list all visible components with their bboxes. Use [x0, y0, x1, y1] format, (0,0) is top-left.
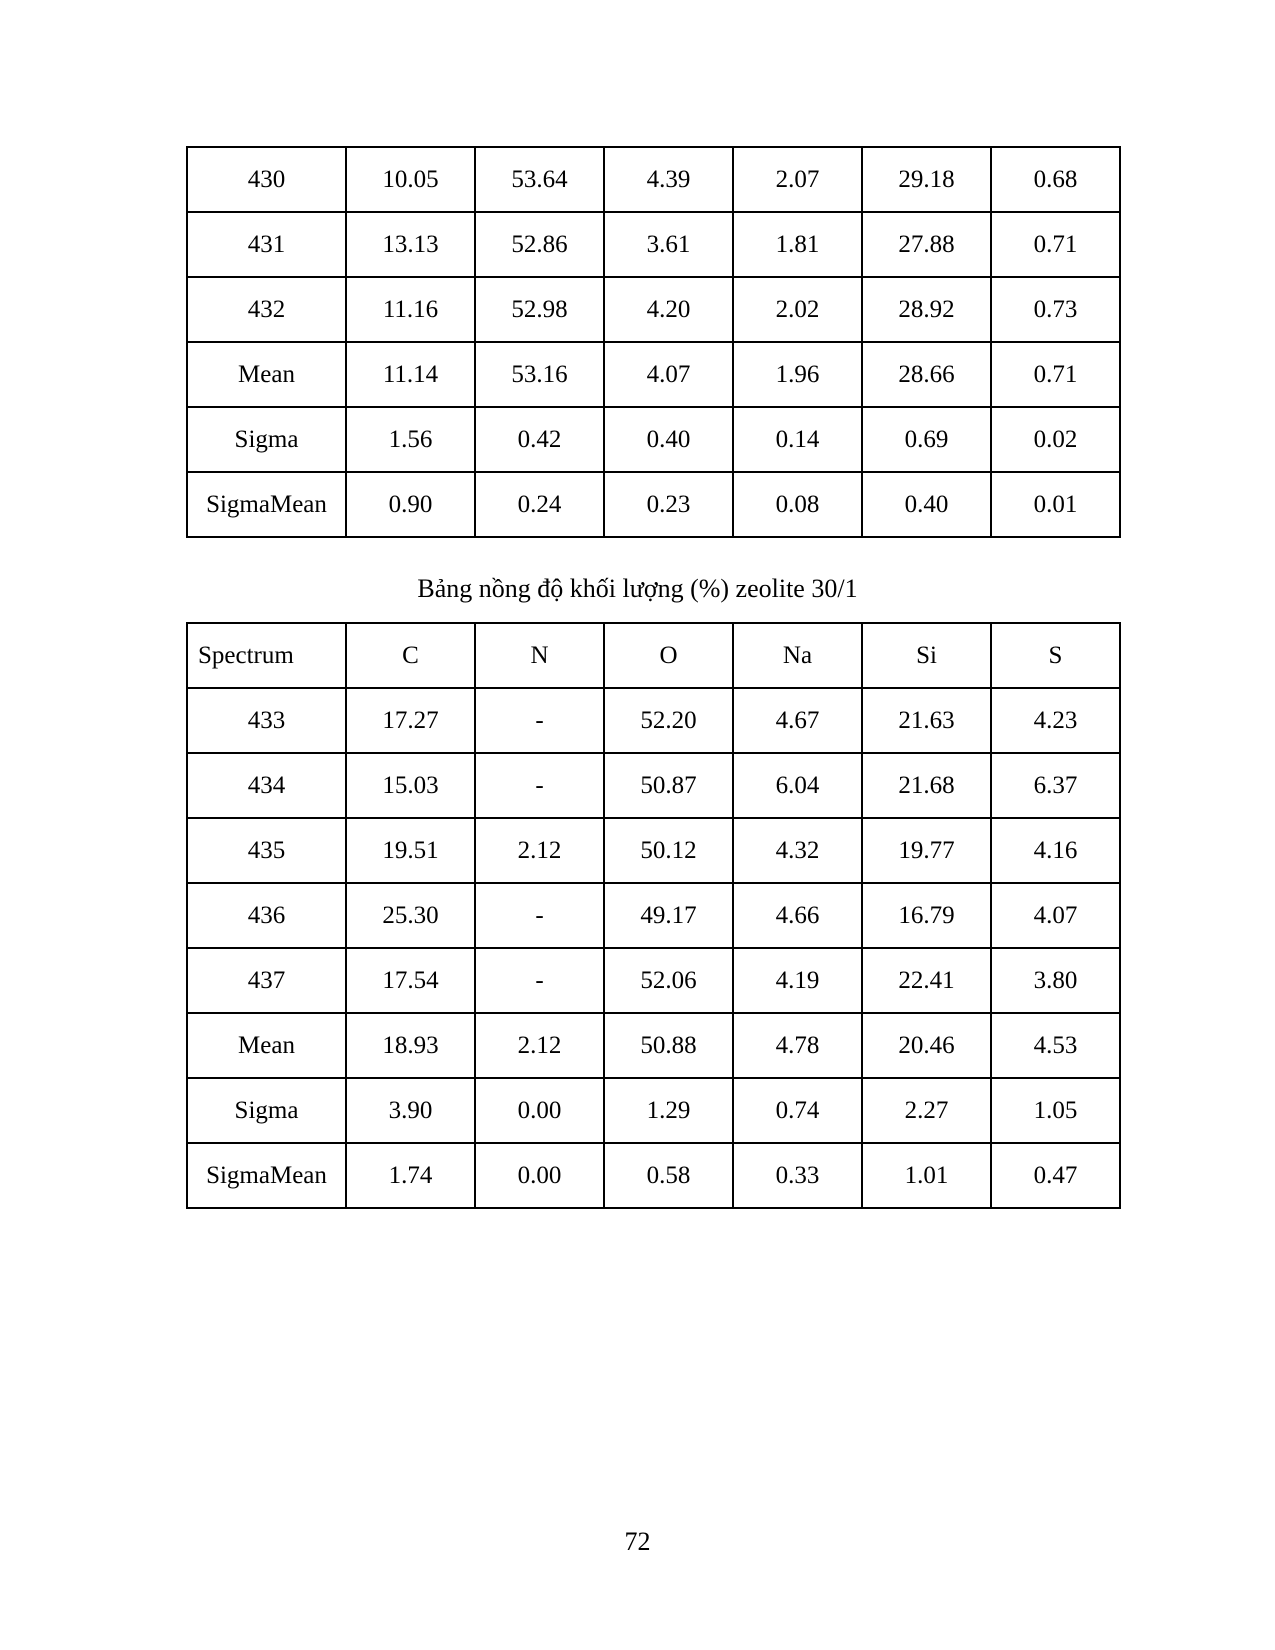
table-row [187, 753, 1120, 818]
table-cell: - [475, 688, 604, 753]
table-cell: 4.78 [733, 1013, 862, 1078]
table-cell: 4.19 [733, 948, 862, 1013]
table-cell: 1.81 [733, 212, 862, 277]
table-cell: 0.71 [991, 212, 1120, 277]
table-cell: 1.01 [862, 1143, 991, 1208]
table-cell: 52.98 [475, 277, 604, 342]
table-cell: 11.14 [346, 342, 475, 407]
table-row [187, 1078, 1120, 1143]
composition-table-continued [186, 146, 1121, 538]
page-number: 72 [624, 1527, 651, 1556]
table-cell: 21.63 [862, 688, 991, 753]
table-cell: 1.29 [604, 1078, 733, 1143]
table-caption: Bảng nồng độ khối lượng (%) zeolite 30/1 [417, 574, 858, 603]
table-cell: - [475, 883, 604, 948]
table-cell: 0.14 [733, 407, 862, 472]
table-cell: 435 [187, 818, 346, 883]
table-cell: 3.80 [991, 948, 1120, 1013]
table-cell: - [475, 753, 604, 818]
table-cell: 28.66 [862, 342, 991, 407]
table-cell: Mean [187, 342, 346, 407]
header-cell: C [346, 623, 475, 688]
table-cell: 0.73 [991, 277, 1120, 342]
table-cell: 6.37 [991, 753, 1120, 818]
table-cell: 0.00 [475, 1143, 604, 1208]
table-cell: 17.27 [346, 688, 475, 753]
table-cell: 436 [187, 883, 346, 948]
table-row [187, 1143, 1120, 1208]
table-cell: 2.12 [475, 818, 604, 883]
table-cell: 0.71 [991, 342, 1120, 407]
table-cell: SigmaMean [187, 1143, 346, 1208]
table-cell: 1.96 [733, 342, 862, 407]
table-header-row [187, 623, 1120, 688]
table-cell: 17.54 [346, 948, 475, 1013]
table-cell: Mean [187, 1013, 346, 1078]
table-cell: 434 [187, 753, 346, 818]
table-cell: 13.13 [346, 212, 475, 277]
table-cell: 431 [187, 212, 346, 277]
table-cell: 4.20 [604, 277, 733, 342]
header-cell: N [475, 623, 604, 688]
table-cell: 11.16 [346, 277, 475, 342]
table-cell: 0.23 [604, 472, 733, 537]
table-cell: 0.40 [862, 472, 991, 537]
table-row [187, 407, 1120, 472]
header-cell: S [991, 623, 1120, 688]
table-cell: 0.40 [604, 407, 733, 472]
table-cell: 4.66 [733, 883, 862, 948]
table-cell: 2.12 [475, 1013, 604, 1078]
table-cell: 25.30 [346, 883, 475, 948]
table-cell: 0.42 [475, 407, 604, 472]
table-cell: 4.23 [991, 688, 1120, 753]
table-body [187, 147, 1120, 537]
table-cell: 433 [187, 688, 346, 753]
table-cell: 3.90 [346, 1078, 475, 1143]
table-cell: 4.16 [991, 818, 1120, 883]
table-cell: 21.68 [862, 753, 991, 818]
table-cell: 50.12 [604, 818, 733, 883]
table-cell: 437 [187, 948, 346, 1013]
table-cell: 4.53 [991, 1013, 1120, 1078]
table-cell: 0.69 [862, 407, 991, 472]
header-cell-spectrum: Spectrum [187, 623, 346, 688]
table-cell: 4.07 [991, 883, 1120, 948]
table-row [187, 472, 1120, 537]
table-row [187, 818, 1120, 883]
table-cell: 4.67 [733, 688, 862, 753]
table-row [187, 688, 1120, 753]
table-cell: 6.04 [733, 753, 862, 818]
table-cell: 29.18 [862, 147, 991, 212]
table-cell: Sigma [187, 1078, 346, 1143]
table-cell: 50.88 [604, 1013, 733, 1078]
table-cell: 2.27 [862, 1078, 991, 1143]
table-cell: 1.05 [991, 1078, 1120, 1143]
table-cell: 0.47 [991, 1143, 1120, 1208]
table-row [187, 212, 1120, 277]
table-cell: 0.02 [991, 407, 1120, 472]
table-cell: 2.07 [733, 147, 862, 212]
table-cell: 52.86 [475, 212, 604, 277]
header-cell: Si [862, 623, 991, 688]
table-row [187, 948, 1120, 1013]
table-cell: 1.74 [346, 1143, 475, 1208]
table-cell: - [475, 948, 604, 1013]
table-row [187, 883, 1120, 948]
table-cell: Sigma [187, 407, 346, 472]
table-cell: 52.20 [604, 688, 733, 753]
table-cell: 19.77 [862, 818, 991, 883]
table-cell: 52.06 [604, 948, 733, 1013]
table-cell: 430 [187, 147, 346, 212]
table-row [187, 342, 1120, 407]
table-cell: 0.58 [604, 1143, 733, 1208]
table-cell: 22.41 [862, 948, 991, 1013]
table-cell: 20.46 [862, 1013, 991, 1078]
table-cell: 27.88 [862, 212, 991, 277]
table-cell: 50.87 [604, 753, 733, 818]
table-cell: 0.90 [346, 472, 475, 537]
table-cell: 432 [187, 277, 346, 342]
table-cell: 53.64 [475, 147, 604, 212]
table-cell: 28.92 [862, 277, 991, 342]
table-cell: 3.61 [604, 212, 733, 277]
table-cell: 4.39 [604, 147, 733, 212]
table-cell: 0.24 [475, 472, 604, 537]
table-cell: 1.56 [346, 407, 475, 472]
table-cell: 4.32 [733, 818, 862, 883]
table-cell: 15.03 [346, 753, 475, 818]
table-cell: 2.02 [733, 277, 862, 342]
table-cell: 10.05 [346, 147, 475, 212]
table-cell: 16.79 [862, 883, 991, 948]
table-cell: 0.68 [991, 147, 1120, 212]
table-cell: 0.74 [733, 1078, 862, 1143]
table-cell: 19.51 [346, 818, 475, 883]
table-cell: 49.17 [604, 883, 733, 948]
table-cell: 0.00 [475, 1078, 604, 1143]
table-body [187, 623, 1120, 1208]
header-cell: Na [733, 623, 862, 688]
header-cell: O [604, 623, 733, 688]
table-cell: 4.07 [604, 342, 733, 407]
table-cell: SigmaMean [187, 472, 346, 537]
table-row [187, 1013, 1120, 1078]
composition-table-zeolite-30-1 [186, 622, 1121, 1209]
table-cell: 18.93 [346, 1013, 475, 1078]
table-row [187, 147, 1120, 212]
table-cell: 0.01 [991, 472, 1120, 537]
table-cell: 0.33 [733, 1143, 862, 1208]
table-cell: 53.16 [475, 342, 604, 407]
table-row [187, 277, 1120, 342]
table-cell: 0.08 [733, 472, 862, 537]
